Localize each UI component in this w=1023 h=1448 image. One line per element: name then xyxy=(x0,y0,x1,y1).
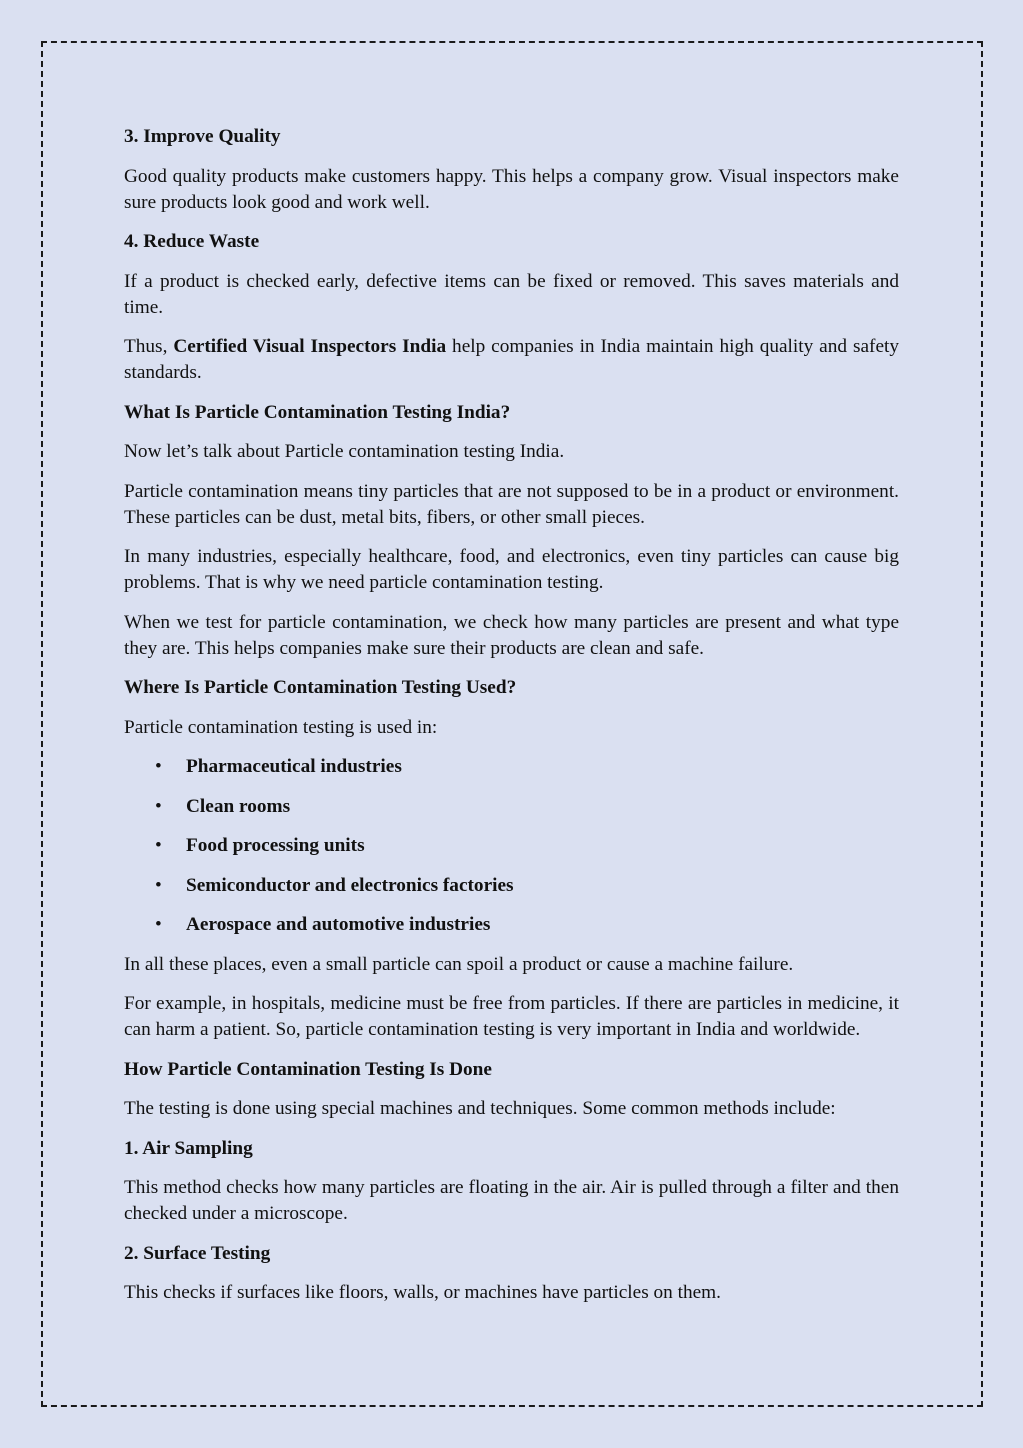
bullet-icon: • xyxy=(155,914,162,935)
bullet-icon: • xyxy=(155,756,162,777)
paragraph-how-done-intro: The testing is done using special machines and techniques. Some common methods include: xyxy=(124,1098,836,1119)
document-content xyxy=(124,124,899,1320)
list-item xyxy=(124,873,899,899)
list-item-label: Pharmaceutical industries xyxy=(186,756,402,777)
list-item-label: Aerospace and automotive industries xyxy=(186,914,491,935)
heading-reduce-waste: 4. Reduce Waste xyxy=(124,231,260,252)
heading-what-is: What Is Particle Contamination Testing India? xyxy=(124,401,511,423)
paragraph-thus xyxy=(124,334,899,386)
paragraph-where-used-1: In all these places, even a small particle can spoil a product or cause a machine failure. xyxy=(124,953,794,975)
heading-surface-testing: 2. Surface Testing xyxy=(124,1242,271,1264)
bullet-icon: • xyxy=(155,874,162,896)
heading-how-done: How Particle Contamination Testing Is Done xyxy=(124,1058,492,1080)
bullet-icon: • xyxy=(155,795,162,817)
paragraph-what-is-3: In many industries, especially healthcare, food, and electronics, even tiny particles can cause big problems. That is why we need particle contamination testing. xyxy=(124,546,899,593)
paragraph-surface-testing: This checks if surfaces like floors, walls, or machines have particles on them. xyxy=(124,1282,721,1303)
heading-improve-quality: 3. Improve Quality xyxy=(124,126,281,147)
paragraph-what-is-1: Now let’s talk about Particle contamination testing India. xyxy=(124,441,565,462)
thus-suffix: help companies in India maintain high quality and safety standards. xyxy=(124,336,899,383)
paragraph-where-used-2: For example, in hospitals, medicine must be free from particles. If there are particles in medicine, it can harm a patient. So, particle contamination testing is very important in India and worldwide. xyxy=(124,993,899,1040)
list-item xyxy=(124,912,899,938)
heading-air-sampling: 1. Air Sampling xyxy=(124,1137,253,1159)
list-item-label: Food processing units xyxy=(186,835,365,856)
list-item xyxy=(124,754,899,780)
industries-list xyxy=(124,754,899,938)
list-item xyxy=(124,833,899,859)
list-item-label: Semiconductor and electronics factories xyxy=(186,874,514,896)
thus-prefix: Thus, xyxy=(124,336,174,357)
paragraph-air-sampling: This method checks how many particles are floating in the air. Air is pulled through a filter and then checked under a microscope. xyxy=(124,1177,899,1224)
paragraph-what-is-4: When we test for particle contamination, we check how many particles are present and what type they are. This helps companies make sure their products are clean and safe. xyxy=(124,611,899,659)
heading-where-used: Where Is Particle Contamination Testing Used? xyxy=(124,677,517,698)
paragraph-reduce-waste: If a product is checked early, defective items can be fixed or removed. This saves materials and time. xyxy=(124,270,899,318)
paragraph-improve-quality: Good quality products make customers happy. This helps a company grow. Visual inspectors make sure products look good and work well. xyxy=(124,165,899,213)
paragraph-what-is-2: Particle contamination means tiny particles that are not supposed to be in a product or environment. These particles can be dust, metal bits, fibers, or other small pieces. xyxy=(124,480,899,528)
list-item xyxy=(124,794,899,820)
thus-bold-term: Certified Visual Inspectors India xyxy=(173,336,447,357)
paragraph-where-used-intro: Particle contamination testing is used in: xyxy=(124,716,438,738)
bullet-icon: • xyxy=(155,835,162,856)
list-item-label: Clean rooms xyxy=(186,795,291,817)
